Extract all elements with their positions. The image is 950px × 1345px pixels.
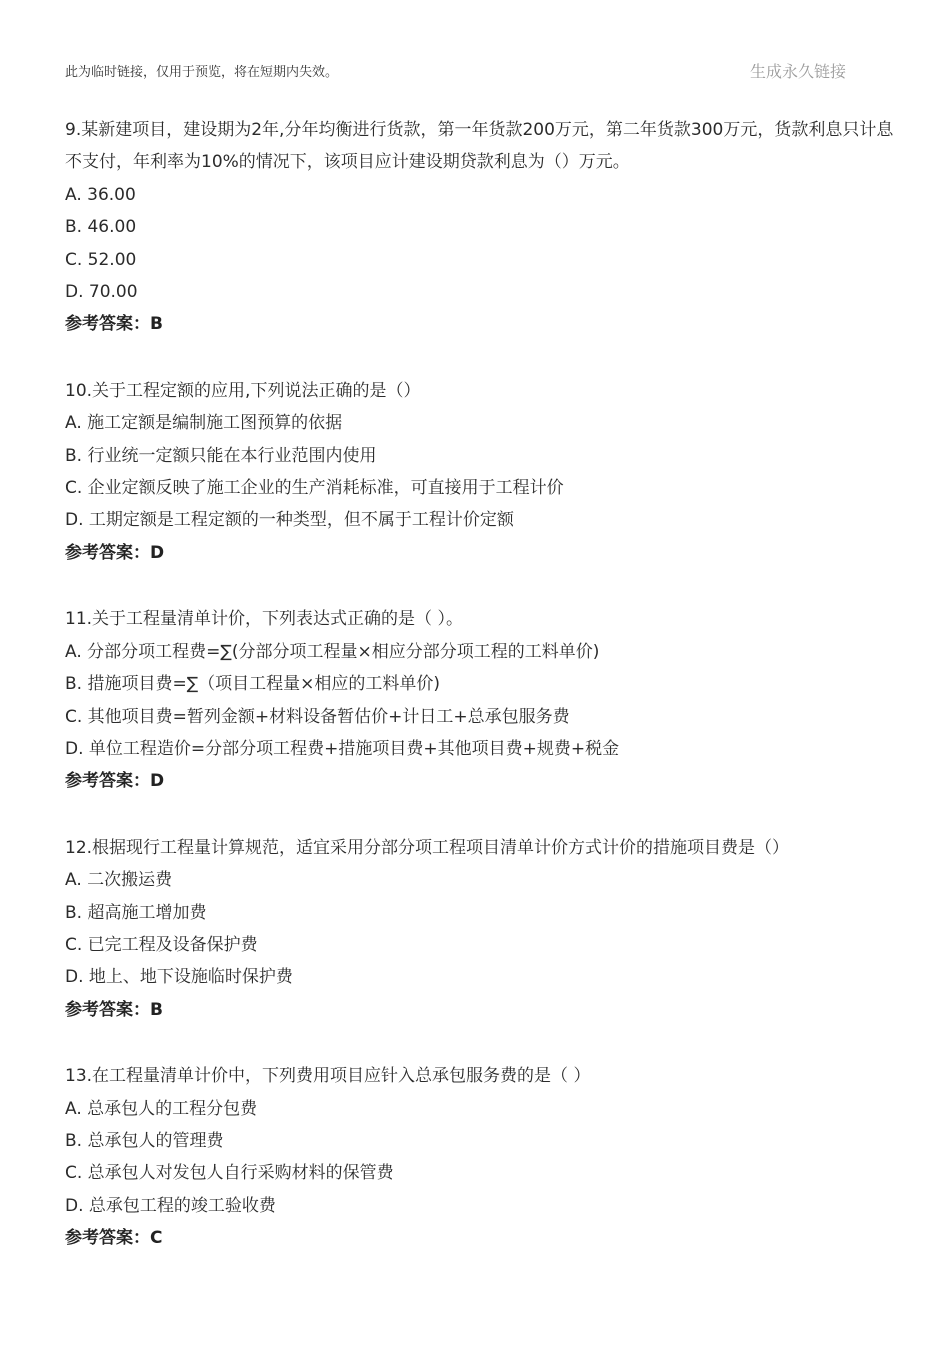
option-c: C. 总承包人对发包人自行采购材料的保管费	[65, 1163, 394, 1184]
question-text: 11.关于工程量清单计价，下列表达式正确的是（ ）。	[65, 609, 463, 630]
reference-answer: 参考答案：D	[65, 542, 165, 563]
question-text: 13.在工程量清单计价中，下列费用项目应针入总承包服务费的是（ ）	[65, 1066, 591, 1087]
question-text: 12.根据现行工程量计算规范，适宜采用分部分项工程项目清单计价方式计价的措施项目费是（）	[65, 837, 790, 858]
temporary-link-notice: 此为临时链接，仅用于预览，将在短期内失效。	[65, 64, 339, 80]
reference-answer: 参考答案：B	[65, 314, 163, 335]
question-12	[65, 832, 900, 1026]
question-text: 9.某新建项目，建设期为2年,分年均衡进行货款，第一年货款200万元，第二年货款300万元，货款利息只计息不支付，年利率为10%的情况下，该项目应计建设期贷款利息为（）万元。	[65, 120, 894, 173]
option-b: B. 措施项目费=∑（项目工程量×相应的工料单价)	[65, 674, 441, 695]
reference-answer: 参考答案：D	[65, 771, 165, 792]
option-a: A. 分部分项工程费=∑(分部分项工程量×相应分部分项工程的工料单价)	[65, 641, 600, 662]
option-d: D. 地上、地下设施临时保护费	[65, 967, 293, 988]
option-d: D. 70.00	[65, 282, 138, 303]
question-10	[65, 375, 900, 569]
question-13	[65, 1060, 900, 1254]
option-c: C. 52.00	[65, 249, 137, 270]
reference-answer: 参考答案：C	[65, 1228, 163, 1249]
option-a: A. 总承包人的工程分包费	[65, 1098, 258, 1119]
question-list	[65, 114, 900, 1289]
question-9	[65, 114, 900, 341]
question-text: 10.关于工程定额的应用,下列说法正确的是（）	[65, 380, 421, 401]
option-d: D. 单位工程造价=分部分项工程费+措施项目费+其他项目费+规费+税金	[65, 738, 620, 759]
option-a: A. 施工定额是编制施工图预算的依据	[65, 413, 343, 434]
option-b: B. 总承包人的管理费	[65, 1130, 224, 1151]
option-d: D. 总承包工程的竣工验收费	[65, 1195, 276, 1216]
option-b: B. 46.00	[65, 217, 137, 238]
header-bar	[65, 58, 846, 82]
option-d: D. 工期定额是工程定额的一种类型，但不属于工程计价定额	[65, 510, 514, 531]
generate-permanent-link[interactable]: 生成永久链接	[749, 61, 846, 81]
reference-answer: 参考答案：B	[65, 999, 163, 1020]
option-c: C. 已完工程及设备保护费	[65, 934, 258, 955]
option-b: B. 超高施工增加费	[65, 902, 207, 923]
option-b: B. 行业统一定额只能在本行业范围内使用	[65, 445, 377, 466]
option-c: C. 其他项目费=暂列金额+材料设备暂估价+计日工+总承包服务费	[65, 706, 570, 727]
option-a: A. 二次搬运费	[65, 870, 173, 891]
question-11	[65, 603, 900, 797]
option-a: A. 36.00	[65, 184, 136, 205]
option-c: C. 企业定额反映了施工企业的生产消耗标准，可直接用于工程计价	[65, 478, 564, 499]
